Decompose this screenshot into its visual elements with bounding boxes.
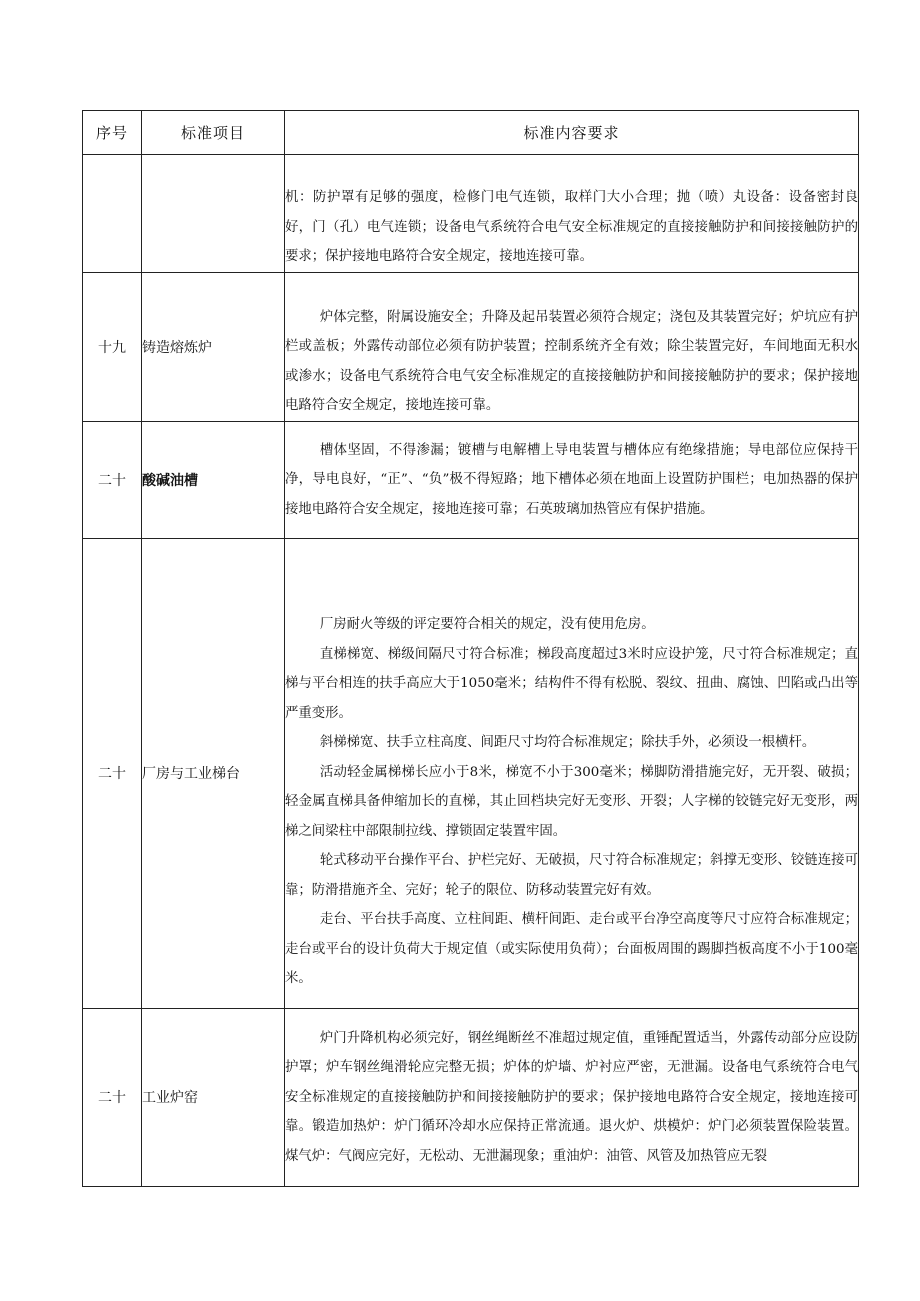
- standards-table: [82, 110, 859, 1187]
- content-paragraph: 槽体坚固，不得渗漏；镀槽与电解槽上导电装置与槽体应有绝缘措施；导电部位应保持干净，导电良好，“正”、“负”极不得短路；地下槽体必须在地面上设置防护围栏；电加热器的保护接地电路符合安全规定，接地连接可靠；石英玻璃加热管应有保护措施。: [285, 442, 858, 517]
- row-serial: 二十: [83, 1008, 142, 1186]
- content-paragraph: 轮式移动平台操作平台、护栏完好、无破损，尺寸符合标准规定；斜撑无变形、铰链连接可靠；防滑措施齐全、完好；轮子的限位、防移动装置完好有效。: [285, 853, 858, 898]
- row-content: [285, 538, 859, 1008]
- content-paragraph: 炉门升降机构必须完好，钢丝绳断丝不准超过规定值，重锤配置适当，外露传动部分应设防护罩；炉车钢丝绳滑轮应完整无损；炉体的炉墙、炉衬应严密，无泄漏。设备电气系统符合电气安全标准规定的直接接触防护和间接接触防护的要求；保护接地电路符合安全规定，接地连接可靠。锻造加热炉：炉门循环冷却水应保持正常流通。退火炉、烘模炉：炉门必须装置保险装置。煤气炉：气阀应完好，无松动、无泄漏现象；重油炉：油管、风管及加热管应无裂: [285, 1030, 858, 1164]
- table-row: [83, 538, 859, 1008]
- header-item: 标准项目: [142, 111, 285, 155]
- table-row: [83, 272, 859, 421]
- content-paragraph: 直梯梯宽、梯级间隔尺寸符合标准；梯段高度超过3米时应设护笼，尺寸符合标准规定；直梯与平台相连的扶手高应大于1050毫米；结构件不得有松脱、裂纹、扭曲、腐蚀、凹陷或凸出等严重变形。: [285, 646, 858, 721]
- row-content: [285, 155, 859, 273]
- row-item: [142, 155, 285, 273]
- content-paragraph: 斜梯梯宽、扶手立柱高度、间距尺寸均符合标准规定；除扶手外，必须设一根横杆。: [319, 735, 816, 751]
- row-item: 工业炉窑: [142, 1008, 285, 1186]
- header-row: [83, 111, 859, 155]
- header-requirements: 标准内容要求: [285, 111, 859, 155]
- row-content: [285, 1008, 859, 1186]
- row-serial: 二十: [83, 421, 142, 538]
- content-paragraph: 机：防护罩有足够的强度，检修门电气连锁，取样门大小合理；抛（喷）丸设备：设备密封良好，门（孔）电气连锁；设备电气系统符合电气安全标准规定的直接接触防护和间接接触防护的要求；保护接地电路符合安全规定，接地连接可靠。: [285, 190, 858, 264]
- row-serial: 二十: [83, 538, 142, 1008]
- table-row: [83, 1008, 859, 1186]
- content-paragraph: 厂房耐火等级的评定要符合相关的规定，没有使用危房。: [319, 617, 655, 633]
- row-content: [285, 272, 859, 421]
- content-paragraph: 走台、平台扶手高度、立柱间距、横杆间距、走台或平台净空高度等尺寸应符合标准规定；走台或平台的设计负荷大于规定值（或实际使用负荷）；台面板周围的踢脚挡板高度不小于100毫米。: [285, 912, 858, 987]
- row-content: [285, 421, 859, 538]
- row-serial: 十九: [83, 272, 142, 421]
- header-serial: 序号: [83, 111, 142, 155]
- table-row: [83, 421, 859, 538]
- row-item: 铸造熔炼炉: [142, 272, 285, 421]
- content-paragraph: 炉体完整，附属设施安全；升降及起吊装置必须符合规定；浇包及其装置完好；炉坑应有护栏或盖板；外露传动部位必须有防护装置；控制系统齐全有效；除尘装置完好，车间地面无积水或渗水；设备电气系统符合电气安全标准规定的直接接触防护和间接接触防护的要求；保护接地电路符合安全规定，接地连接可靠。: [285, 309, 858, 413]
- row-serial: [83, 155, 142, 273]
- row-item: 厂房与工业梯台: [142, 538, 285, 1008]
- content-paragraph: 活动轻金属梯梯长应小于8米，梯宽不小于300毫米；梯脚防滑措施完好，无开裂、破损；轻金属直梯具备伸缩加长的直梯，其止回档块完好无变形、开裂；人字梯的铰链完好无变形，两梯之间梁柱中部限制拉线、撑锁固定装置牢固。: [285, 764, 858, 839]
- row-item: 酸碱油槽: [142, 421, 285, 538]
- table-row: [83, 155, 859, 273]
